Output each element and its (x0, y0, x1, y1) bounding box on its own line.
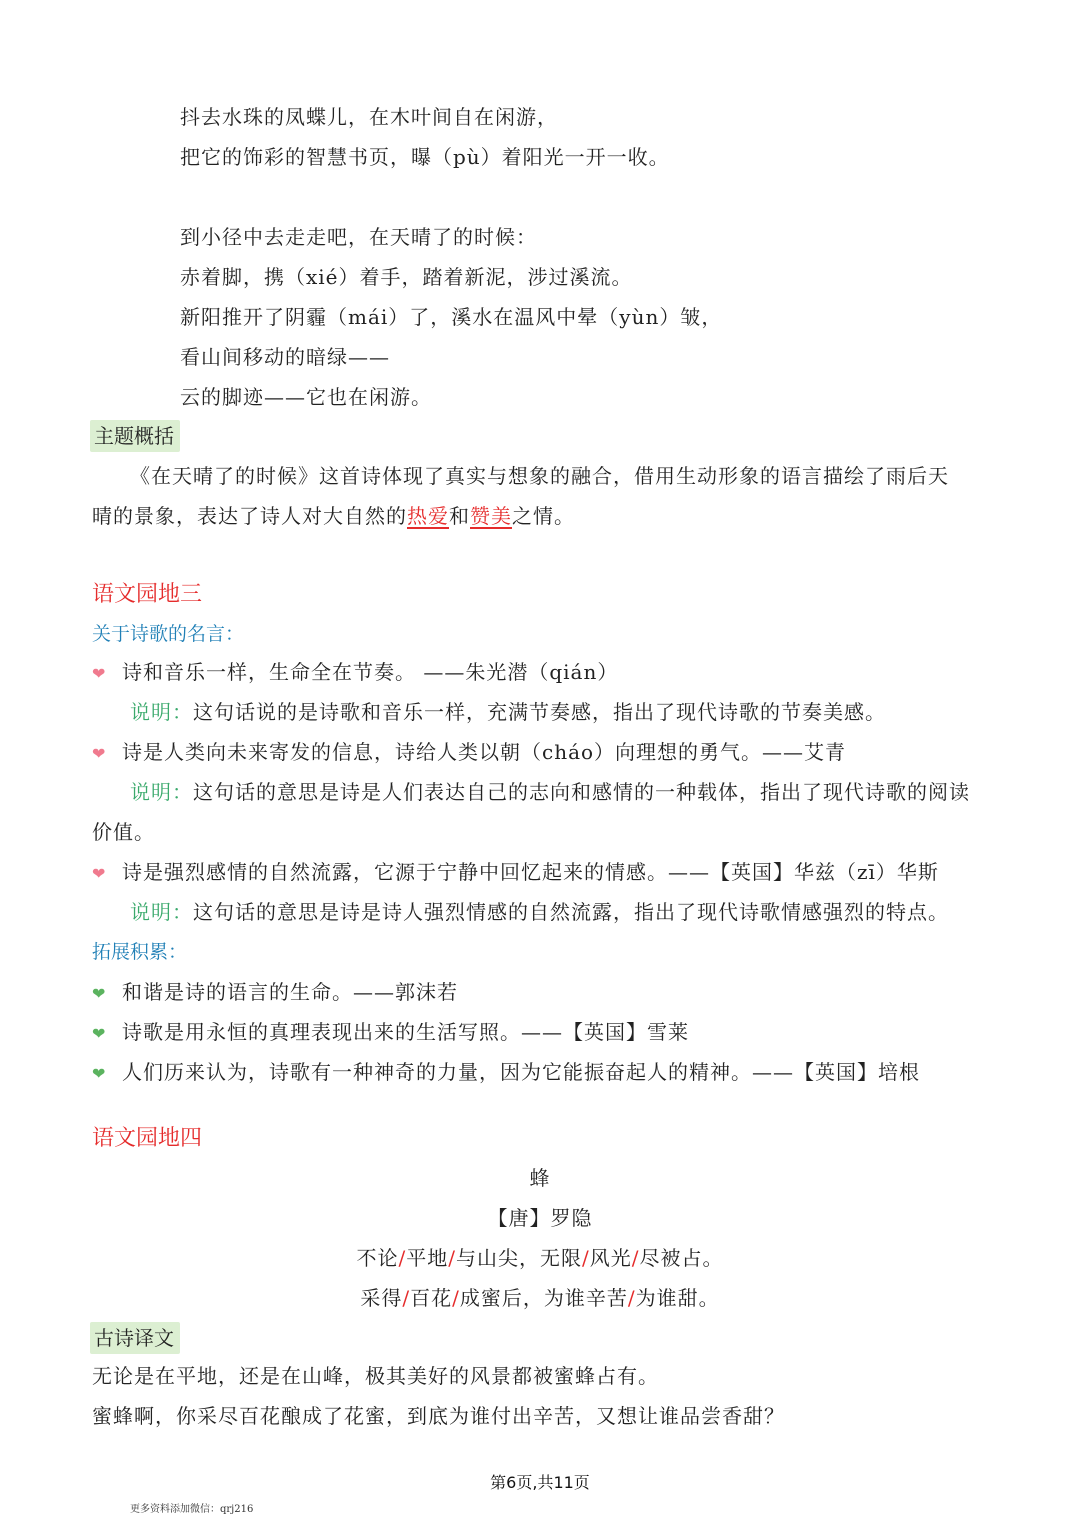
quote-explanation (130, 778, 970, 806)
verse-segment: 平地 (406, 1246, 449, 1270)
explain-label: 说明： (130, 780, 193, 804)
explain-text: 这句话说的是诗歌和音乐一样，充满节奏感，指出了现代诗歌的节奏美感。 (193, 700, 886, 724)
heart-icon: ❤ (92, 744, 107, 763)
quote-text: 诗和音乐一样，生命全在节奏。 ——朱光潜（qián） (122, 660, 619, 684)
heart-icon: ❤ (92, 1024, 107, 1043)
quote-explanation (130, 698, 886, 726)
extend-text: 诗歌是用永恒的真理表现出来的生活写照。——【英国】雪莱 (122, 1020, 689, 1044)
theme-text: 和 (449, 504, 470, 528)
verse-segment: 风光 (589, 1246, 632, 1270)
verse-segment: 采得 (360, 1286, 403, 1310)
translation-line: 蜜蜂啊，你采尽百花酿成了花蜜，到底为谁付出辛苦，又想让谁品尝香甜？ (92, 1404, 785, 1428)
pause-mark: / (582, 1246, 590, 1270)
theme-text: 晴的景象，表达了诗人对大自然的 (92, 504, 407, 528)
poem-line: 云的脚迹——它也在闲游。 (180, 385, 432, 409)
poem-line: 把它的饰彩的智慧书页，曝（pù）着阳光一开一收。 (180, 145, 670, 169)
page-number: 第6页,共11页 (490, 1473, 590, 1492)
pause-mark: / (448, 1246, 456, 1270)
theme-paragraph-line2 (92, 502, 575, 530)
explain-label: 说明： (130, 700, 193, 724)
poem-line: 到小径中去走走吧，在天晴了的时候： (180, 225, 537, 249)
explain-text: 这句话的意思是诗是诗人强烈情感的自然流露，指出了现代诗歌情感强烈的特点。 (193, 900, 949, 924)
explain-text: 这句话的意思是诗是人们表达自己的志向和感情的一种载体，指出了现代诗歌的阅读 (193, 780, 970, 804)
poem-line: 新阳推开了阴霾（mái）了，溪水在温风中晕（yùn）皱， (180, 305, 723, 329)
quote-text: 诗是人类向未来寄发的信息，诗给人类以朝（cháo）向理想的勇气。——艾青 (122, 740, 847, 764)
pause-mark: / (631, 1246, 640, 1270)
pause-mark: / (627, 1286, 636, 1310)
keyword-love: 热爱 (407, 504, 449, 528)
extend-text: 和谐是诗的语言的生命。——郭沫若 (122, 980, 458, 1004)
watermark-text: 更多资料添加微信：qrj216 (130, 1504, 254, 1515)
theme-tag: 主题概括 (90, 420, 180, 452)
verse-segment: 成蜜后，为谁辛苦 (459, 1286, 628, 1310)
extend-item (92, 1018, 689, 1048)
pause-mark: / (398, 1246, 407, 1270)
poem-line: 抖去水珠的凤蝶儿，在木叶间自在闲游， (180, 105, 558, 129)
verse-segment: 百花 (410, 1286, 453, 1310)
poem-title: 蜂 (529, 1166, 551, 1190)
pause-mark: / (402, 1286, 411, 1310)
verse-segment: 不论 (356, 1246, 399, 1270)
heart-icon: ❤ (92, 1064, 107, 1083)
verse-segment: 尽被占。 (639, 1246, 724, 1270)
quote-item (92, 738, 846, 768)
section-title-garden3: 语文园地三 (92, 582, 203, 607)
extend-heading: 拓展积累： (92, 941, 188, 963)
heart-icon: ❤ (92, 664, 107, 683)
keyword-praise: 赞美 (470, 504, 512, 528)
quote-item (92, 658, 618, 688)
quote-text: 诗是强烈感情的自然流露，它源于宁静中回忆起来的情感。——【英国】华兹（zī）华斯 (122, 860, 939, 884)
section-title-garden4: 语文园地四 (92, 1126, 203, 1151)
verse-segment: 为谁甜。 (635, 1286, 720, 1310)
translation-tag: 古诗译文 (90, 1322, 180, 1354)
poem-line: 看山间移动的暗绿—— (180, 345, 390, 369)
quote-explanation-cont: 价值。 (92, 820, 155, 844)
extend-item (92, 978, 458, 1008)
translation-line: 无论是在平地，还是在山峰，极其美好的风景都被蜜蜂占有。 (92, 1364, 659, 1388)
poem-verse-2 (0, 1284, 1080, 1312)
poem-verse-1 (0, 1244, 1080, 1272)
verse-segment: 与山尖，无限 (456, 1246, 582, 1270)
quotes-heading: 关于诗歌的名言： (92, 623, 245, 645)
poem-line: 赤着脚，携（xié）着手，踏着新泥，涉过溪流。 (180, 265, 633, 289)
heart-icon: ❤ (92, 984, 107, 1003)
explain-label: 说明： (130, 900, 193, 924)
quote-item (92, 858, 939, 888)
extend-item (92, 1058, 920, 1088)
quote-explanation (130, 898, 949, 926)
heart-icon: ❤ (92, 864, 107, 883)
extend-text: 人们历来认为，诗歌有一种神奇的力量，因为它能振奋起人的精神。——【英国】培根 (122, 1060, 920, 1084)
theme-text: 之情。 (512, 504, 575, 528)
theme-paragraph-line1: 《在天晴了的时候》这首诗体现了真实与想象的融合，借用生动形象的语言描绘了雨后天 (130, 464, 949, 488)
pause-mark: / (452, 1286, 460, 1310)
poem-author: 【唐】罗隐 (487, 1206, 593, 1230)
